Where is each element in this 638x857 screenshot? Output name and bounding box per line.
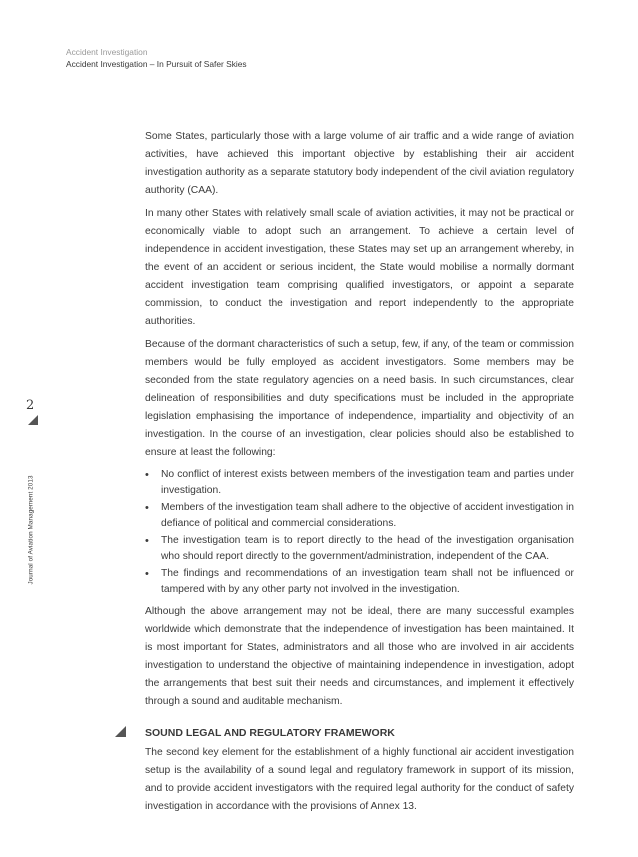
list-item (145, 500, 574, 532)
list-item-text: The investigation team is to report directly to the head of the investigation organisation who should report directly to the government/administration, independent of the CAA. (161, 535, 574, 562)
list-item-text: No conflict of interest exists between members of the investigation team and parties under investigation. (161, 469, 574, 496)
list-item (145, 566, 574, 598)
list-item-text: The findings and recommendations of an investigation team shall not be influenced or tampered with by any other party not involved in the investigation. (161, 568, 574, 595)
list-item (145, 533, 574, 565)
bullet-icon: • (145, 469, 149, 481)
list-item-text: Members of the investigation team shall adhere to the objective of accident investigation in defiance of political and commercial considerations. (161, 502, 574, 529)
paragraph-1: Some States, particularly those with a large volume of air traffic and a wide range of aviation activities, have achieved this important objective by establishing their air accident investigation authority as a separate statutory body independent of the civil aviation regulatory authority (CAA). (145, 131, 574, 196)
section-heading (145, 725, 574, 741)
page-marker-triangle-icon (28, 415, 38, 425)
running-header (66, 46, 247, 70)
article-body (145, 128, 574, 821)
section-triangle-icon (115, 726, 126, 737)
section-title-text: SOUND LEGAL AND REGULATORY FRAMEWORK (145, 727, 395, 739)
bullet-icon: • (145, 568, 149, 580)
page-number: 2 (26, 398, 35, 413)
journal-side-label: Journal of Aviation Management 2013 (27, 475, 35, 585)
section-body: The second key element for the establishment of a highly functional air accident investigation setup is the availability of a sound legal and regulatory framework in support of its mission, and to provide accident investigators with the required legal authority for the conduct of safety investigation in accordance with the provisions of Annex 13. (145, 747, 574, 812)
bullet-icon: • (145, 502, 149, 514)
list-item (145, 467, 574, 499)
header-section: Accident Investigation (66, 47, 148, 57)
closing-paragraph: Although the above arrangement may not be ideal, there are many successful examples worldwide which demonstrate that the independence of investigation has been maintained. It is most important for States, administrators and all those who are involved in air accidents investigation to understand the objective of maintaining independence in investigation, adopt the arrangements that best suit their needs and circumstances, and implement it effectively through a sound and auditable mechanism. (145, 606, 574, 707)
paragraph-2: In many other States with relatively small scale of aviation activities, it may not be practical or economically viable to adopt such an arrangement. To achieve a certain level of independence in accident investigation, these States may set up an arrangement whereby, in the event of an accident or serious incident, the State would mobilise a normally dormant accident investigation team comprising qualified investigators, or appoint a separate commission, to conduct the investigation and report independently to the appropriate authorities. (145, 208, 574, 327)
conditions-list (145, 467, 574, 598)
bullet-icon: • (145, 535, 149, 547)
paragraph-3: Because of the dormant characteristics of such a setup, few, if any, of the team or commission members would be fully employed as accident investigators. Some members may be seconded from the state regulatory agencies on a need basis. In such circumstances, clear delineation of responsibilities and duty specifications must be included in the appropriate legislation emphasising the importance of independence, impartiality and objectivity of an investigation. In the course of an investigation, clear policies should also be established to ensure at least the following: (145, 339, 574, 458)
header-subtitle: Accident Investigation – In Pursuit of Safer Skies (66, 59, 247, 69)
